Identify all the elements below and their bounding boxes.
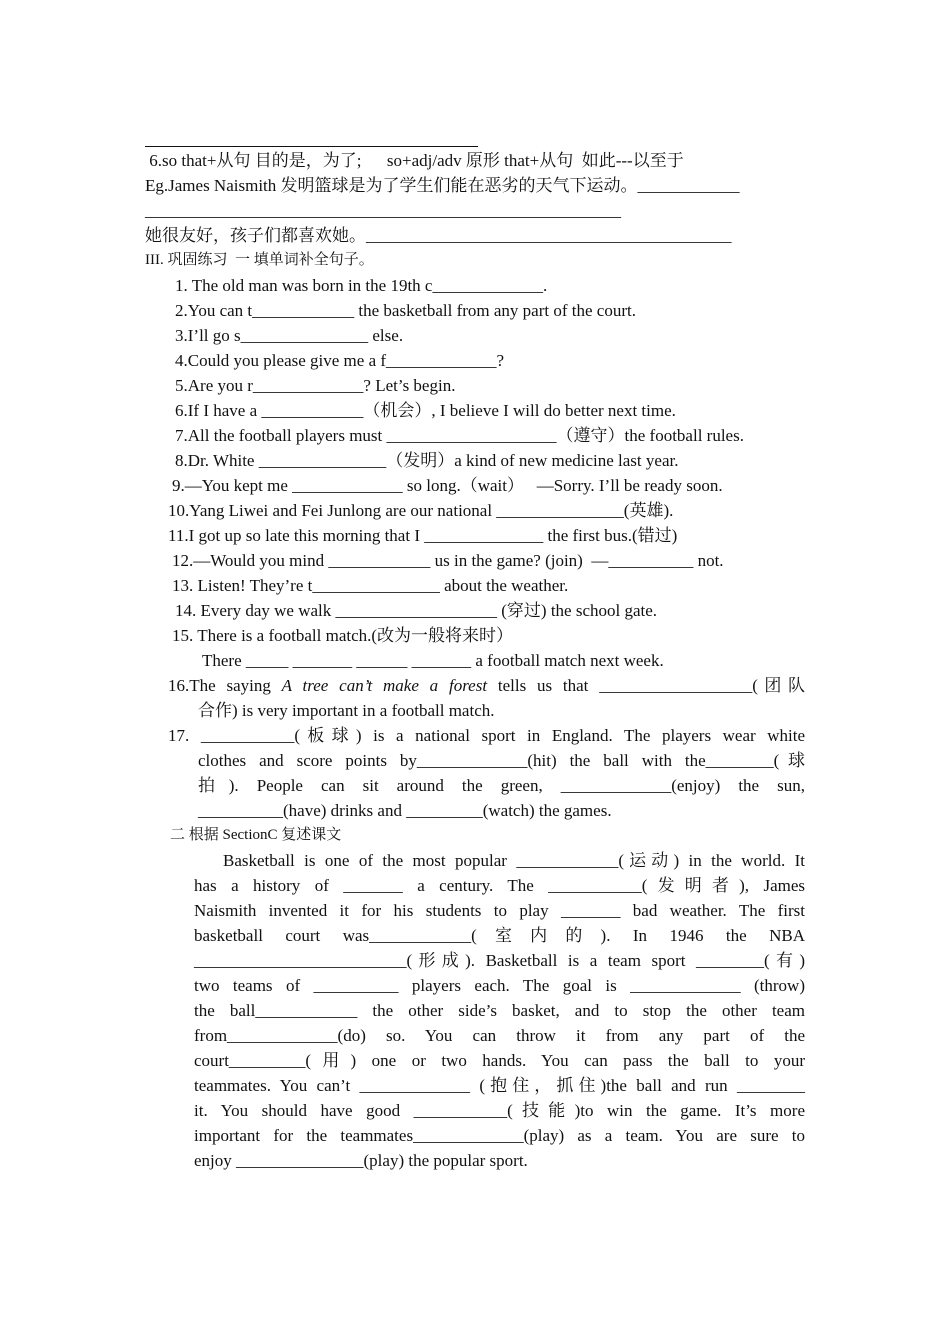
exercise-item: There _____ _______ ______ _______ a football match next week. xyxy=(202,651,664,670)
retell-line: Naismith invented it for his students to play _______ bad weather. The first xyxy=(194,901,805,920)
exercise-item-16-cont: 合作) is very important in a football match. xyxy=(198,701,495,720)
item-16-text-end: tells us that __________________(团队 xyxy=(487,676,805,695)
retell-line: basketball court was____________(室内的). In 1946 the NBA xyxy=(194,926,805,945)
grammar-point-6: 6.so that+从句 目的是，为了; so+adj/adv 原形 that+从句 如此---以至于 xyxy=(145,151,684,170)
retell-line: _________________________(形成). Basketball is a team sport ________(有) xyxy=(194,951,805,970)
section-3-heading: III. 巩固练习 一 填单词补全句子。 xyxy=(145,252,374,268)
top-rule xyxy=(145,146,478,147)
retell-line: from_____________(do) so. You can throw it from any part of the xyxy=(194,1026,805,1045)
exercise-item: 4.Could you please give me a f_____________? xyxy=(175,351,505,370)
exercise-item: 7.All the football players must ____________________（遵守）the football rules. xyxy=(175,426,744,445)
retell-line: the ball____________ the other side’s basket, and to stop the other team xyxy=(194,1001,805,1020)
retell-line: enjoy _______________(play) the popular sport. xyxy=(194,1151,528,1170)
exercise-item: 13. Listen! They’re t_______________ about the weather. xyxy=(172,576,569,595)
retell-line: has a history of _______ a century. The ___________(发明者), James xyxy=(194,876,805,895)
example-1-answer-line: ________________________________________________________ xyxy=(145,201,621,220)
exercise-item: 6.If I have a ____________（机会）, I believe I will do better next time. xyxy=(175,401,676,420)
exercise-item: 15. There is a football match.(改为一般将来时） xyxy=(172,626,514,645)
exercise-item: 9.—You kept me _____________ so long.（wait） —Sorry. I’ll be ready soon. xyxy=(172,476,723,495)
retell-line: Basketball is one of the most popular ____________(运动) in the world. It xyxy=(223,851,805,870)
retell-line: important for the teammates_____________(play) as a team. You are sure to xyxy=(194,1126,805,1145)
example-2: 她很友好，孩子们都喜欢她。___________________________________________ xyxy=(145,226,732,245)
item-16-text: 16.The saying xyxy=(168,676,282,695)
exercise-item: 2.You can t____________ the basketball from any part of the court. xyxy=(175,301,636,320)
exercise-item: 14. Every day we walk ___________________ (穿过) the school gate. xyxy=(175,601,658,620)
example-1: Eg.James Naismith 发明篮球是为了学生们能在恶劣的天气下运动。____________ xyxy=(145,176,740,195)
item-16-saying: A tree can’t make a forest xyxy=(281,676,488,695)
exercise-item: 8.Dr. White _______________（发明）a kind of new medicine last year. xyxy=(175,451,679,470)
exercise-item: 1. The old man was born in the 19th c_____________. xyxy=(175,276,548,295)
exercise-item-17-line: 17. ___________(板球) is a national sport in England. The players wear white xyxy=(168,726,805,745)
retell-line: teammates. You can’t _____________ (抱住，抓住)the ball and run ________ xyxy=(194,1076,805,1095)
retell-line: court_________(用) one or two hands. You can pass the ball to your xyxy=(194,1051,805,1070)
exercise-item: 3.I’ll go s_______________ else. xyxy=(175,326,404,345)
exercise-item: 11.I got up so late this morning that I ______________ the first bus.(错过) xyxy=(168,526,678,545)
exercise-item: 10.Yang Liwei and Fei Junlong are our national _______________(英雄). xyxy=(168,501,674,520)
exercise-item-17-line: clothes and score points by_____________(hit) the ball with the________(球 xyxy=(198,751,805,770)
exercise-item-17-line: __________(have) drinks and _________(watch) the games. xyxy=(198,801,612,820)
exercise-item: 12.—Would you mind ____________ us in the game? (join) —__________ not. xyxy=(172,551,724,570)
section-2-heading: 二 根据 SectionC 复述课文 xyxy=(170,827,342,843)
retell-line: it. You should have good ___________(技能)to win the game. It’s more xyxy=(194,1101,805,1120)
exercise-item-16 xyxy=(168,673,805,698)
exercise-item-17-line: 拍). People can sit around the green, _____________(enjoy) the sun, xyxy=(198,776,805,795)
exercise-item: 5.Are you r_____________? Let’s begin. xyxy=(175,376,456,395)
retell-line: two teams of __________ players each. The goal is _____________ (throw) xyxy=(194,976,805,995)
